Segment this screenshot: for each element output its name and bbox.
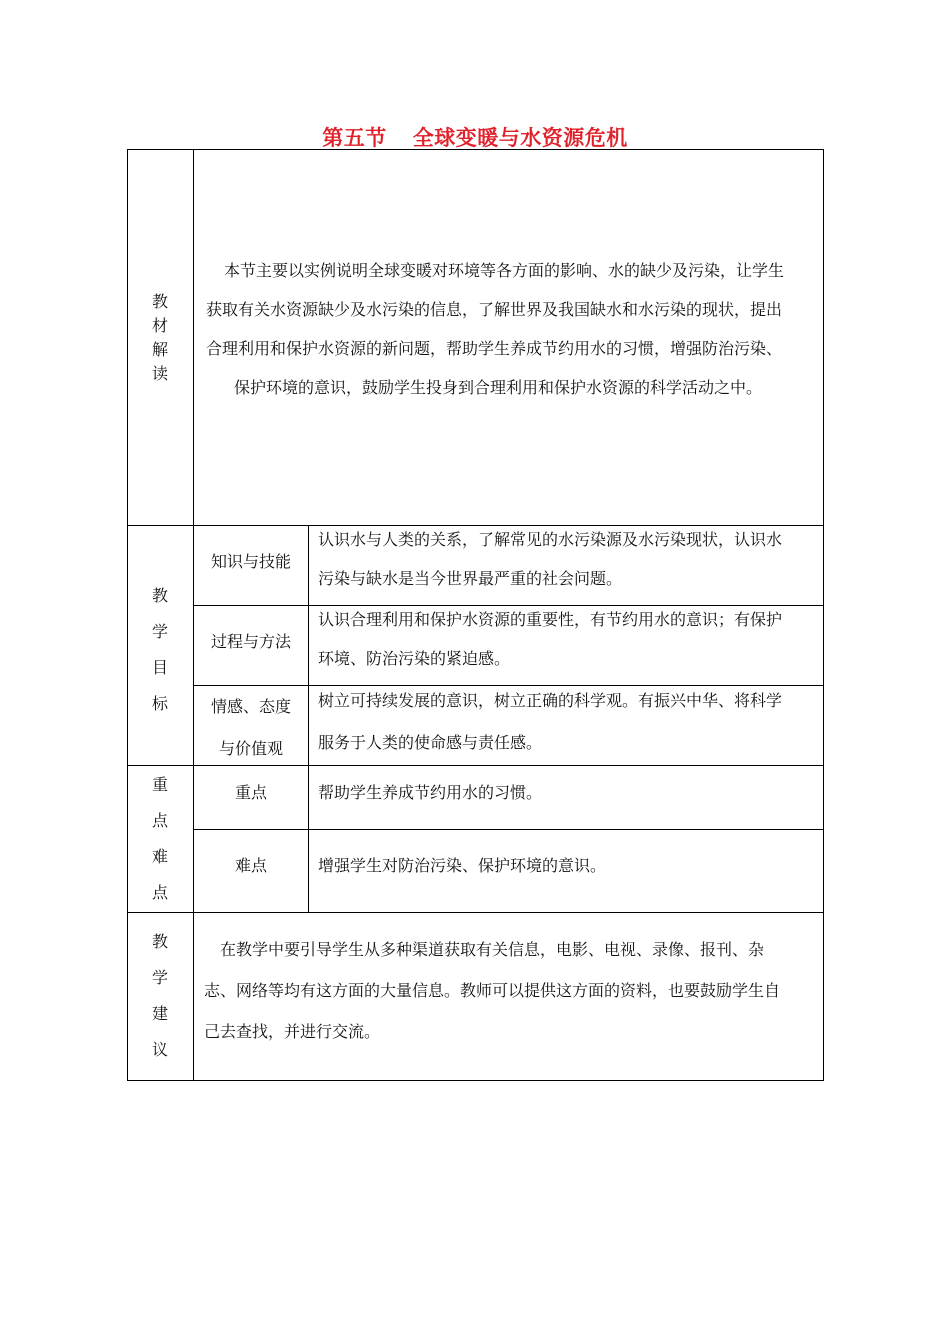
subcolumn-divider (308, 525, 309, 912)
keypoint-name-focus: 重点 (234, 783, 267, 802)
goal-name-process: 过程与方法 (210, 632, 291, 651)
title-text: 全球变暖与水资源危机 (412, 126, 628, 150)
material-text: 本节主要以实例说明全球变暖对环境等各方面的影响、水的缺少及污染，让学生 获取有关水资源缺少及水污染的信息，了解世界及我国缺水和水污染的现状，提出 合理利用和保护水资源的新问题，帮助学生养成节约用水的习惯，增强防治污染、 保护环境的意识，鼓励学生投身到合理利用和保护水资源的科学活动之中。 (206, 261, 785, 397)
goal-text-process: 认识合理利用和保护水资源的重要性，有节约用水的意识；有保护 环境、防治污染的紧迫感。 (318, 610, 783, 668)
keypoints-label: 重 点 难 点 (151, 775, 168, 902)
title-section-number: 第五节 (322, 126, 387, 150)
goal-name-knowledge: 知识与技能 (210, 552, 291, 571)
label-column-divider (193, 149, 194, 1081)
goal-text-attitude: 树立可持续发展的意识，树立正确的科学观。有振兴中华、将科学 服务于人类的使命感与责任感。 (318, 691, 783, 752)
section-divider (127, 912, 824, 913)
goal-name-attitude: 情感、态度 与价值观 (210, 697, 291, 758)
page-title (0, 122, 950, 152)
row-divider (193, 829, 824, 830)
keypoint-name-difficulty: 难点 (234, 856, 267, 875)
keypoint-text-difficulty: 增强学生对防治污染、保护环境的意识。 (318, 856, 607, 875)
keypoint-text-focus: 帮助学生养成节约用水的习惯。 (318, 783, 543, 802)
goals-label: 教 学 目 标 (151, 586, 168, 713)
advice-label: 教 学 建 议 (151, 932, 168, 1059)
goal-text-knowledge: 认识水与人类的关系，了解常见的水污染源及水污染现状，认识水 污染与缺水是当今世界最严重的社会问题。 (318, 530, 783, 588)
material-label: 教 材 解 读 (151, 292, 168, 383)
advice-text: 在教学中要引导学生从多种渠道获取有关信息，电影、电视、录像、报刊、杂 志、网络等均有这方面的大量信息。教师可以提供这方面的资料，也要鼓励学生自 己去查找，并进行交流。 (204, 940, 781, 1041)
